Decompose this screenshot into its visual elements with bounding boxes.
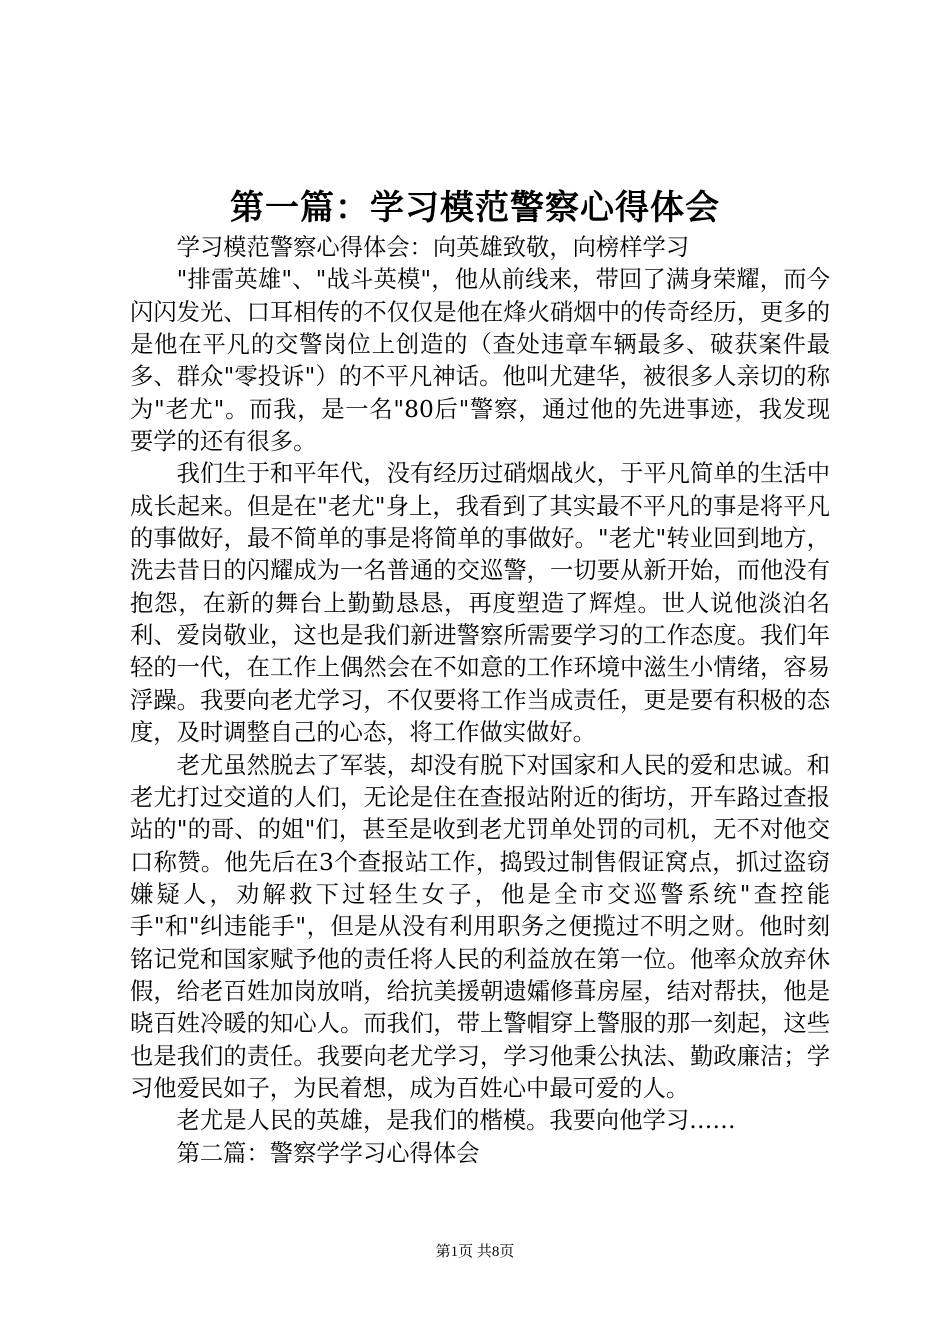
paragraph-subtitle: 学习模范警察心得体会：向英雄致敬，向榜样学习 [176, 234, 690, 261]
next-section-heading: 第二篇：警察学学习心得体会 [176, 1139, 480, 1167]
paragraph: 我们生于和平年代，没有经历过硝烟战火，于平凡简单的生活中成长起来。但是在"老尤"身上，我看到了其实最不平凡的事是将平凡的事做好，最不简单的事是将简单的事做好。"老尤"转业回到地方，洗去昔日的闪耀成为一名普通的交巡警，一切要从新开始，而他没有抱怨，在新的舞台上勤勤恳恳，再度塑造了辉煌。世人说他淡泊名利、爱岗敬业，这也是我们新进警察所需要学习的工作态度。我们年轻的一代，在工作上偶然会在不如意的工作环境中滋生小情绪，容易浮躁。我要向老尤学习，不仅要将工作当成责任，更是要有积极的态度，及时调整自己的心态，将工作做实做好。 [130, 460, 830, 747]
paragraph: "排雷英雄"、"战斗英模"，他从前线来，带回了满身荣耀，而今闪闪发光、口耳相传的不仅仅是他在烽火硝烟中的传奇经历，更多的是他在平凡的交警岗位上创造的（查处违章车辆最多、破获案件最多、群众"零投诉"）的不平凡神话。他叫尤建华，被很多人亲切的称为"老尤"。而我，是一名"80后"警察，通过他的先进事迹，我发现要学的还有很多。 [130, 266, 830, 456]
document-body [130, 232, 830, 1170]
paragraph: 老尤是人民的英雄，是我们的楷模。我要向他学习…… [176, 1107, 736, 1135]
page-footer: 第1页 共8页 [435, 1244, 515, 1260]
document-title: 第一篇：学习模范警察心得体会 [230, 188, 720, 228]
paragraph: 老尤虽然脱去了军装，却没有脱下对国家和人民的爱和忠诚。和老尤打过交道的人们，无论是住在查报站附近的街坊，开车路过查报站的"的哥、的姐"们，甚至是收到老尤罚单处罚的司机，无不对他交口称赞。他先后在3个查报站工作，捣毁过制售假证窝点，抓过盗窃嫌疑人，劝解救下过轻生女子，他是全市交巡警系统"查控能手"和"纠违能手"，但是从没有利用职务之便揽过不明之财。他时刻铭记党和国家赋予他的责任将人民的利益放在第一位。他率众放弃休假，给老百姓加岗放哨，给抗美援朝遗孀修葺房屋，结对帮扶，他是晓百姓冷暖的知心人。而我们，带上警帽穿上警服的那一刻起，这些也是我们的责任。我要向老尤学习，学习他秉公执法、勤政廉洁；学习他爱民如子，为民着想，成为百姓心中最可爱的人。 [130, 751, 830, 1102]
